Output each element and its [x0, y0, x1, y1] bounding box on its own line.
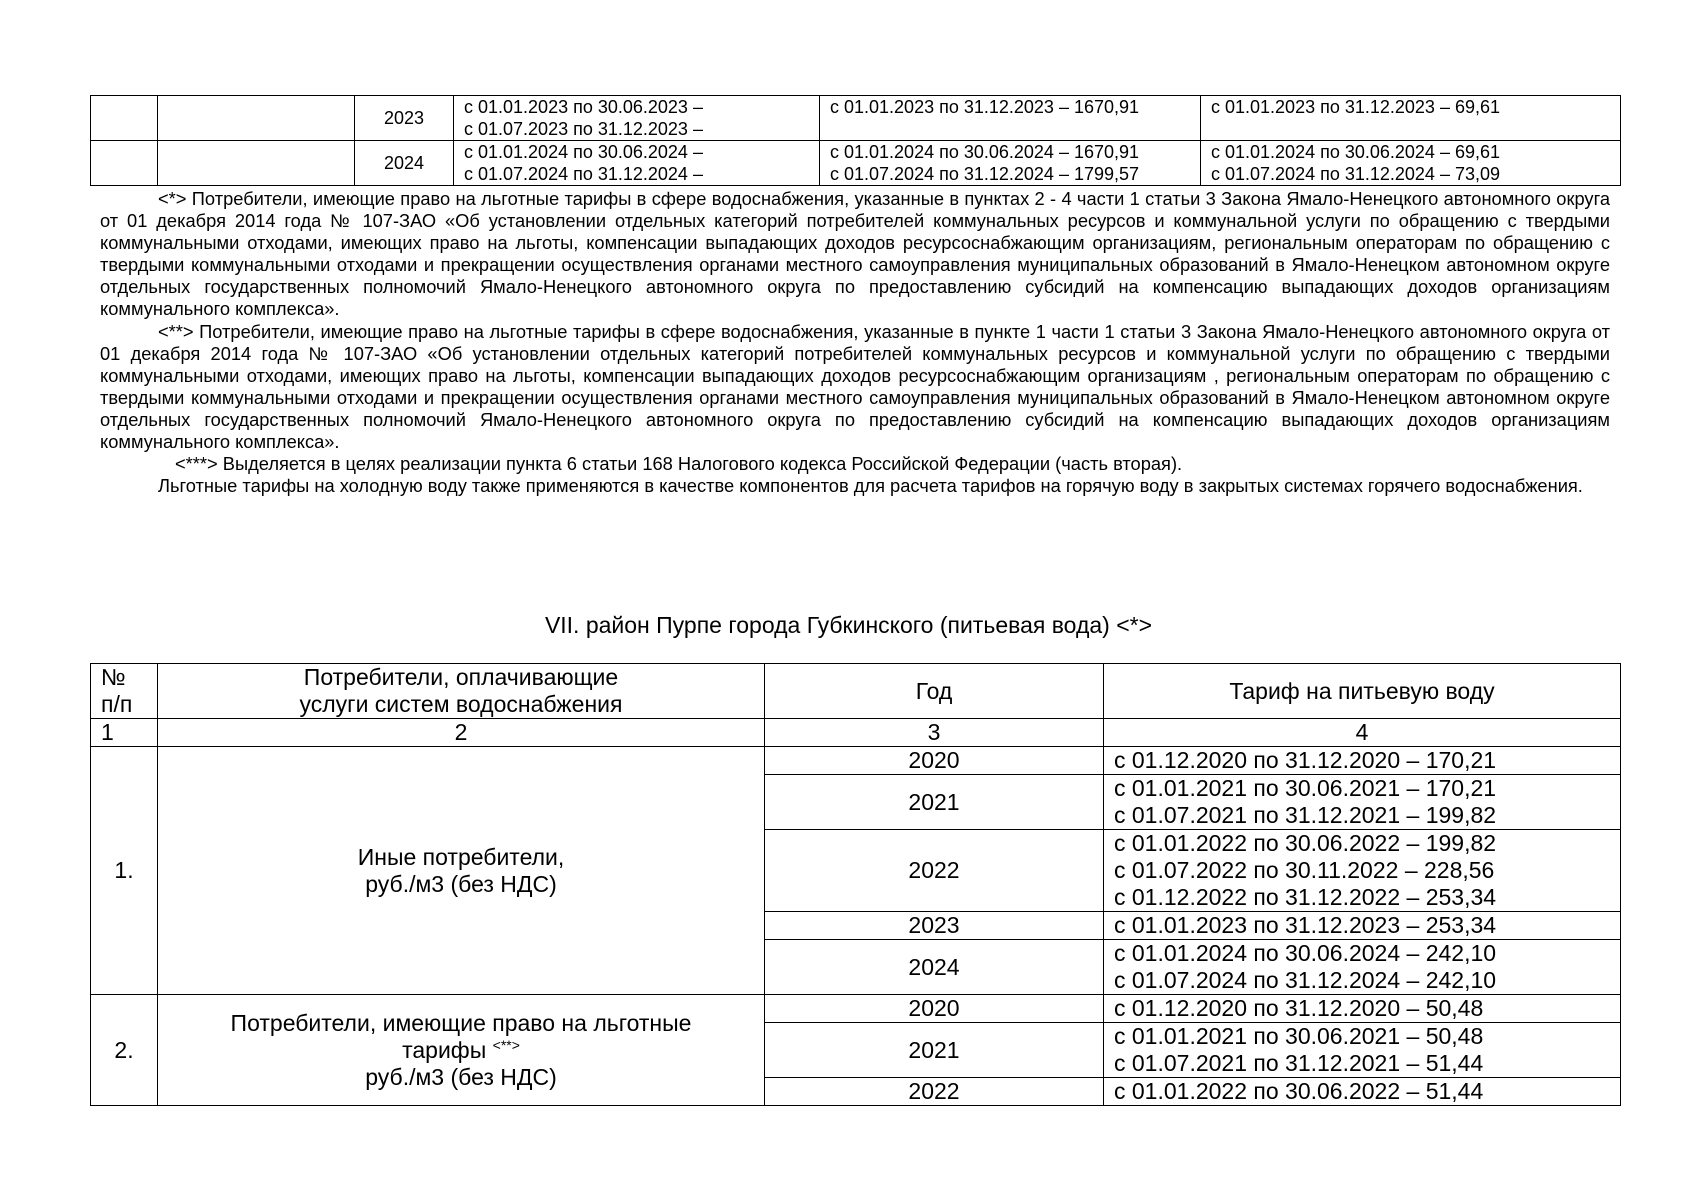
tariff-cell: [1104, 940, 1621, 995]
tariff-cell: [820, 96, 1201, 141]
table-row: [91, 141, 1621, 186]
tariff-line: с 01.01.2024 по 30.06.2024 – 69,61: [1211, 142, 1500, 162]
tariff-table: [90, 663, 1621, 1106]
row-number: 1.: [91, 747, 158, 995]
header-consumers: [158, 664, 765, 719]
consumer-category: [158, 995, 765, 1106]
tariff-line: с 01.01.2024 по 30.06.2024 – 242,10: [1114, 940, 1497, 966]
row-number: 2.: [91, 995, 158, 1106]
category-line: Потребители, имеющие право на льготные: [230, 1009, 692, 1036]
year-cell: 2020: [765, 995, 1104, 1023]
empty-cell: [91, 141, 158, 186]
empty-cell: [158, 141, 355, 186]
header-line: п/п: [101, 691, 133, 717]
year-cell: 2024: [765, 940, 1104, 995]
year-cell: 2023: [355, 96, 454, 141]
header-line: №: [101, 664, 126, 690]
tariff-line: с 01.07.2024 по 31.12.2024 –: [464, 164, 703, 184]
header-year: Год: [765, 664, 1104, 719]
tariff-line: с 01.01.2023 по 31.12.2023 – 69,61: [1211, 97, 1500, 117]
tariff-cell: [1201, 141, 1621, 186]
tariff-cell: [1104, 995, 1621, 1023]
header-line: Потребители, оплачивающие: [303, 664, 619, 690]
year-cell: 2023: [765, 912, 1104, 940]
footnote: <*> Потребители, имеющие право на льготные тарифы в сфере водоснабжения, указанные в пунктах 2 - 4 части 1 статьи 3 Закона Ямало-Ненецкого автономного округа от 01 декабря 2014 года № 107-ЗАО «Об установлении отдельных категорий потребителей коммунальных ресурсов и коммунальной услуги по обращению с твердыми коммунальными отходами, имеющих право на льготы, компенсации выпадающих доходов ресурсоснабжающим организациям, региональным операторам по обращению с твердыми коммунальными отходами и прекращении осуществления органами местного самоуправления муниципальных образований в Ямало-Ненецком автономном округе отдельных государственных полномочий Ямало-Ненецкого автономного округа по предоставлению субсидий на компенсацию выпадающих доходов организациям коммунального комплекса».: [100, 188, 1610, 320]
footnote: Льготные тарифы на холодную воду также применяются в качестве компонентов для расчета тарифов на горячую воду в закрытых системах горячего водоснабжения.: [158, 475, 1583, 497]
table-row: [91, 96, 1621, 141]
tariff-cell: [1104, 775, 1621, 830]
empty-cell: [158, 96, 355, 141]
year-cell: 2022: [765, 1078, 1104, 1106]
tariff-line: с 01.07.2022 по 30.11.2022 – 228,56: [1114, 857, 1495, 883]
tariff-line: с 01.01.2023 по 31.12.2023 – 1670,91: [830, 97, 1140, 117]
table-row: [91, 995, 1621, 1023]
tariff-line: с 01.12.2020 по 31.12.2020 – 50,48: [1114, 995, 1484, 1021]
tariff-line: с 01.01.2023 по 30.06.2023 –: [464, 97, 703, 117]
year-cell: 2024: [355, 141, 454, 186]
footnote-mark: <**>: [492, 1036, 520, 1053]
tariff-cell: [1104, 912, 1621, 940]
consumer-category: [158, 747, 765, 995]
footnote: <**> Потребители, имеющие право на льготные тарифы в сфере водоснабжения, указанные в пункте 1 части 1 статьи 3 Закона Ямало-Ненецкого автономного округа от 01 декабря 2014 года № 107-ЗАО «Об установлении отдельных категорий потребителей коммунальных ресурсов и коммунальной услуги по обращению с твердыми коммунальными отходами, имеющих право на льготы, компенсации выпадающих доходов ресурсоснабжающим организациям , региональным операторам по обращению с твердыми коммунальными отходами и прекращении осуществления органами местного самоуправления муниципальных образований в Ямало-Ненецком автономном округе отдельных государственных полномочий Ямало-Ненецкого автономного округа по предоставлению субсидий на компенсацию выпадающих доходов организациям коммунального комплекса».: [100, 320, 1610, 453]
header-line: услуги систем водоснабжения: [299, 691, 623, 717]
category-line: руб./м3 (без НДС): [365, 870, 557, 897]
tariff-line: с 01.01.2022 по 30.06.2022 – 199,82: [1114, 830, 1497, 856]
column-index: 2: [158, 719, 765, 747]
tariff-cell: [1201, 96, 1621, 141]
column-index: 3: [765, 719, 1104, 747]
section-title: VII. район Пурпе города Губкинского (питьевая вода) <*>: [544, 612, 1153, 638]
header-number: [91, 664, 158, 719]
tariff-line: с 01.07.2024 по 31.12.2024 – 73,09: [1211, 164, 1500, 184]
tariff-cell: [820, 141, 1201, 186]
category-line: [168, 1037, 754, 1064]
tariff-line: с 01.12.2020 по 31.12.2020 – 170,21: [1114, 747, 1497, 773]
tariff-line: с 01.01.2024 по 30.06.2024 –: [464, 142, 703, 162]
year-cell: 2021: [765, 775, 1104, 830]
category-line: Иные потребители,: [357, 843, 565, 870]
tariff-cell: [454, 96, 820, 141]
column-index-row: [91, 719, 1621, 747]
empty-cell: [91, 96, 158, 141]
tariff-cell: [1104, 1023, 1621, 1078]
tariff-cell: [1104, 1078, 1621, 1106]
footnote: <***> Выделяется в целях реализации пункта 6 статьи 168 Налогового кодекса Российской Федерации (часть вторая).: [175, 453, 1183, 475]
tariff-line: с 01.01.2024 по 30.06.2024 – 1670,91: [830, 142, 1140, 162]
table-row: [91, 747, 1621, 775]
tariff-line: с 01.07.2021 по 31.12.2021 – 51,44: [1114, 1050, 1484, 1076]
tariff-line: с 01.07.2024 по 31.12.2024 – 242,10: [1114, 967, 1497, 993]
tariff-cell: [454, 141, 820, 186]
category-line: руб./м3 (без НДС): [365, 1063, 557, 1090]
tariff-cell: [1104, 747, 1621, 775]
tariff-cell: [1104, 830, 1621, 912]
tariff-line: с 01.01.2022 по 30.06.2022 – 51,44: [1114, 1078, 1484, 1104]
table-header-row: [91, 664, 1621, 719]
column-index: 4: [1104, 719, 1621, 747]
tariff-line: с 01.12.2022 по 31.12.2022 – 253,34: [1114, 884, 1497, 910]
footnotes: [100, 188, 1610, 497]
year-cell: 2020: [765, 747, 1104, 775]
year-cell: 2022: [765, 830, 1104, 912]
tariff-line: с 01.07.2021 по 31.12.2021 – 199,82: [1114, 802, 1497, 828]
tariff-line: с 01.01.2021 по 30.06.2021 – 170,21: [1114, 775, 1497, 801]
category-line-text: тарифы: [402, 1036, 487, 1063]
tariff-line: с 01.01.2023 по 31.12.2023 – 253,34: [1114, 912, 1497, 938]
header-tariff: Тариф на питьевую воду: [1104, 664, 1621, 719]
column-index: 1: [91, 719, 158, 747]
year-cell: 2021: [765, 1023, 1104, 1078]
previous-tariff-table-fragment: [90, 95, 1621, 186]
tariff-line: с 01.01.2021 по 30.06.2021 – 50,48: [1114, 1023, 1484, 1049]
tariff-line: с 01.07.2024 по 31.12.2024 – 1799,57: [830, 164, 1140, 184]
tariff-line: с 01.07.2023 по 31.12.2023 –: [464, 119, 703, 139]
